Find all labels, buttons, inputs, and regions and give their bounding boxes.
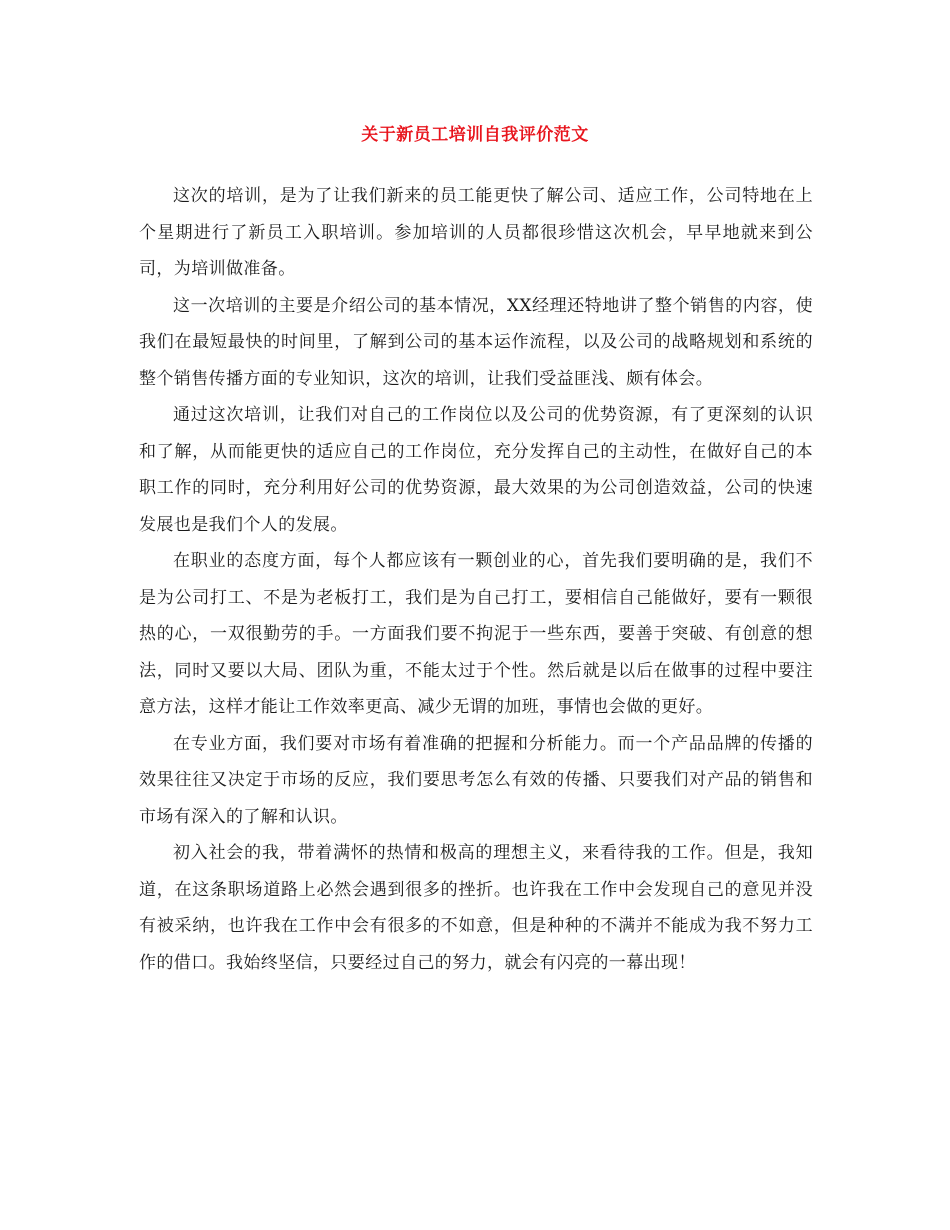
- paragraph-1: 这次的培训，是为了让我们新来的员工能更快了解公司、适应工作，公司特地在上个星期进行了新员工入职培训。参加培训的人员都很珍惜这次机会，早早地就来到公司，为培训做准备。: [139, 186, 813, 279]
- paragraph-6: 初入社会的我，带着满怀的热情和极高的理想主义，来看待我的工作。但是，我知道，在这条职场道路上必然会遇到很多的挫折。也许我在工作中会发现自己的意见并没有被采纳，也许我在工作中会有很多的不如意，但是种种的不满并不能成为我不努力工作的借口。我始终坚信，只要经过自己的努力，就会有闪亮的一幕出现！: [139, 843, 813, 973]
- paragraph-2: 这一次培训的主要是介绍公司的基本情况，XX经理还特地讲了整个销售的内容，使我们在最短最快的时间里，了解到公司的基本运作流程，以及公司的战略规划和系统的整个销售传播方面的专业知识，这次的培训，让我们受益匪浅、颇有体会。: [139, 295, 813, 389]
- paragraph-4: 在职业的态度方面，每个人都应该有一颗创业的心，首先我们要明确的是，我们不是为公司打工、不是为老板打工，我们是为自己打工，要相信自己能做好，要有一颗很热的心，一双很勤劳的手。一方面我们要不拘泥于一些东西，要善于突破、有创意的想法，同时又要以大局、团队为重，不能太过于个性。然后就是以后在做事的过程中要注意方法，这样才能让工作效率更高、减少无谓的加班，事情也会做的更好。: [139, 551, 813, 717]
- document-title: 关于新员工培训自我评价范文: [361, 125, 589, 145]
- paragraph-3: 通过这次培训，让我们对自己的工作岗位以及公司的优势资源，有了更深刻的认识和了解，从而能更快的适应自己的工作岗位，充分发挥自己的主动性，在做好自己的本职工作的同时，充分利用好公司的优势资源，最大效果的为公司创造效益，公司的快速发展也是我们个人的发展。: [139, 405, 813, 535]
- paragraph-5: 在专业方面，我们要对市场有着准确的把握和分析能力。而一个产品品牌的传播的效果往往又决定于市场的反应，我们要思考怎么有效的传播、只要我们对产品的销售和市场有深入的了解和认识。: [139, 733, 813, 827]
- document-body: [139, 178, 813, 981]
